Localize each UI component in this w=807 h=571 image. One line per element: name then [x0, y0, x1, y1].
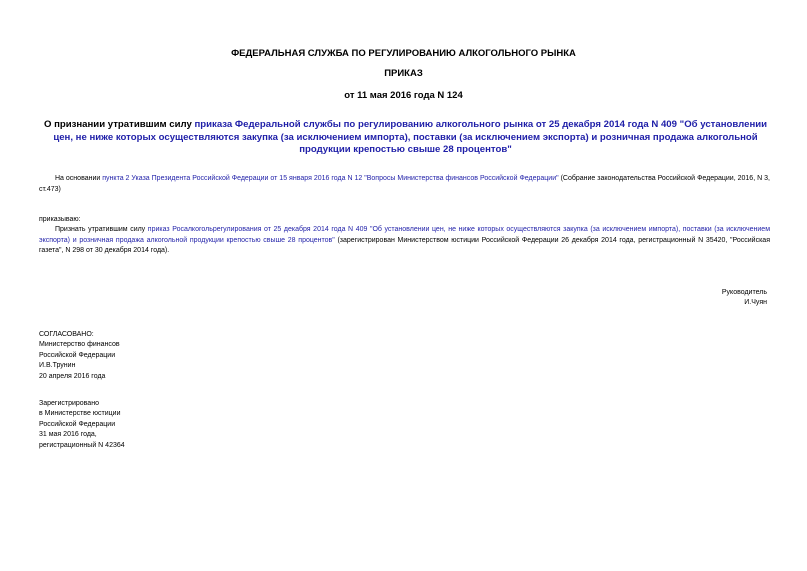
doc-title — [38, 119, 773, 157]
agreed-line: Министерство финансов — [39, 341, 120, 349]
title-prefix: О признании утратившим силу — [43, 119, 195, 130]
order-prefix: Признать утратившим силу — [55, 226, 148, 233]
basis-suffix: (Собрание законодательства Российской Федерации, 2016, N 3, ст.473) — [39, 175, 770, 193]
registered-line: 31 мая 2016 года, — [39, 431, 97, 439]
registered-line: в Министерстве юстиции — [39, 410, 121, 418]
signature-position: Руководитель — [721, 289, 767, 296]
doc-date-number: от 11 мая 2016 года N 124 — [344, 90, 463, 101]
registered-line: регистрационный N 42364 — [39, 441, 125, 449]
order-intro: приказываю: — [39, 216, 81, 223]
order-suffix: (зарегистрирован Министерством юстиции Российской Федерации 26 декабря 2014 года, регистрационный N 35420, "Российская газета", N 298 от 30 декабря 2014 года). — [39, 236, 770, 254]
basis-prefix: На основании — [55, 175, 103, 182]
order-paragraph — [39, 225, 770, 257]
agreed-line: Российской Федерации — [39, 351, 116, 359]
signature-name: И.Чуян — [744, 299, 767, 306]
title-link[interactable]: приказа Федеральной службы по регулированию алкогольного рынка от 25 декабря 2014 года N 409 "Об установлении цен, не ниже которых осуществляются закупка (за исключением импорта), поставки (за исключением экспорта) и розничная продажа алкогольной продукции крепостью свыше 28 процентов" — [53, 119, 768, 155]
basis-link[interactable]: пункта 2 Указа Президента Российской Федерации от 15 января 2016 года N 12 "Вопросы Министерства финансов Российской Федерации" — [102, 175, 559, 182]
agreed-line: 20 апреля 2016 года — [39, 372, 106, 380]
basis-paragraph — [39, 174, 770, 195]
registered-line: Зарегистрировано — [39, 400, 99, 407]
order-link[interactable]: приказ Росалкогольрегулирования от 25 декабря 2014 года N 409 "Об установлении цен, не ниже которых осуществляются закупка (за исключением импорта), поставки (за исключением экспорта) и розничная продажа алкогольной продукции крепостью свыше 28 процентов" — [39, 226, 771, 244]
doc-type: ПРИКАЗ — [384, 68, 423, 79]
agreed-line: И.В.Трунин — [39, 362, 76, 370]
agreed-line: СОГЛАСОВАНО: — [39, 331, 94, 338]
agreed-block — [39, 330, 120, 382]
registered-line: Российской Федерации — [39, 420, 116, 428]
agency-name: ФЕДЕРАЛЬНАЯ СЛУЖБА ПО РЕГУЛИРОВАНИЮ АЛКОГОЛЬНОГО РЫНКА — [231, 48, 576, 59]
registered-block — [39, 399, 125, 451]
